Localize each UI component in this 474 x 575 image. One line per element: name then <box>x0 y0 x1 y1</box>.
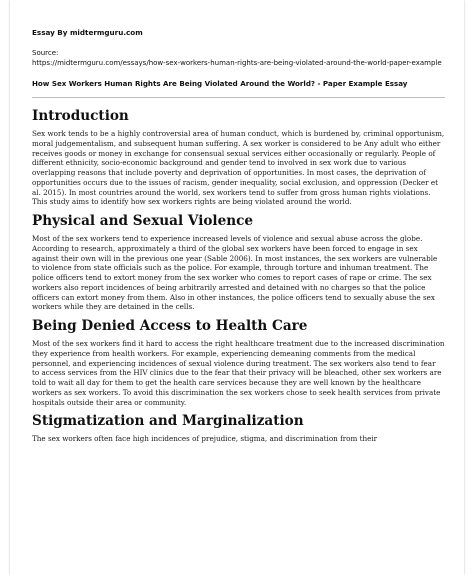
section-paragraph: Most of the sex workers tend to experience increased levels of violence and sexual abuse across the globe. According to research, approximately a third of the global sex workers have been forced to engage in sex against their own will in the previous one year (Sable 2006). In most instances, the sex workers are vulnerable to violence from state officials such as the police. For example, through torture and inhuman treatment. The police officers tend to extort money from the sex worker who comes to report cases of rape or crime. The sex workers also report incidences of being arbitrarily arrested and detained with no charges so that the police officers can extort money from them. Also in other instances, the police officers tend to sexually abuse the sex workers while they are detained in the cells. <box>32 234 438 312</box>
section-heading: Introduction <box>32 108 129 125</box>
section-paragraph: The sex workers often face high incidences of prejudice, stigma, and discrimination from their <box>32 434 378 444</box>
title-divider <box>32 97 445 98</box>
source-url: https://midtermguru.com/essays/how-sex-workers-human-rights-are-being-violated-around-the-world-paper-example <box>32 58 442 67</box>
source-label: Source: <box>32 49 59 57</box>
section-heading: Being Denied Access to Health Care <box>32 318 308 335</box>
section-paragraph: Most of the sex workers find it hard to access the right healthcare treatment due to the increased discrimination they experience from health workers. For example, experiencing demeaning comments from the medical personnel, and experiencing incidences of sexual violence during treatment. The sex workers also tend to fear to access services from the HIV clinics due to the fear that their privacy will be bleached, other sex workers are told to wait all day for them to get the health care services because they are well known by the healthcare workers as sex workers. To avoid this discrimination the sex workers chose to seek health services from private hospitals outside their area or community. <box>32 339 445 407</box>
document-title: How Sex Workers Human Rights Are Being Violated Around the World? - Paper Example Essay <box>32 79 408 89</box>
section-introduction <box>32 108 445 207</box>
section-stigmatization-and-marginalization <box>32 413 445 444</box>
section-paragraph: Sex work tends to be a highly controversial area of human conduct, which is burdened by, criminal opportunism, moral judgementalism, and subsequent human suffering. A sex worker is considered to be Any adult who either receives goods or money in exchange for consensual sexual services either occasionally or regularly. People of different ethnicity, socio-economic background and gender tend to involved in sex work due to various overlapping reasons that include poverty and deprivation of opportunities. In most cases, the deprivation of opportunities occurs due to the issues of racism, gender inequality, social exclusion, and oppression (Decker et al. 2015). In most countries around the world, sex workers tend to suffer from gross human rights violations. This study aims to identify how sex workers rights are being violated around the world. <box>32 129 445 207</box>
section-denied-access-to-health-care <box>32 318 445 407</box>
section-heading: Physical and Sexual Violence <box>32 213 254 230</box>
section-heading: Stigmatization and Marginalization <box>32 413 304 430</box>
essay-by-line: Essay By midtermguru.com <box>32 28 143 37</box>
document-content <box>32 28 445 450</box>
section-physical-and-sexual-violence <box>32 213 445 312</box>
document-page <box>10 0 464 575</box>
